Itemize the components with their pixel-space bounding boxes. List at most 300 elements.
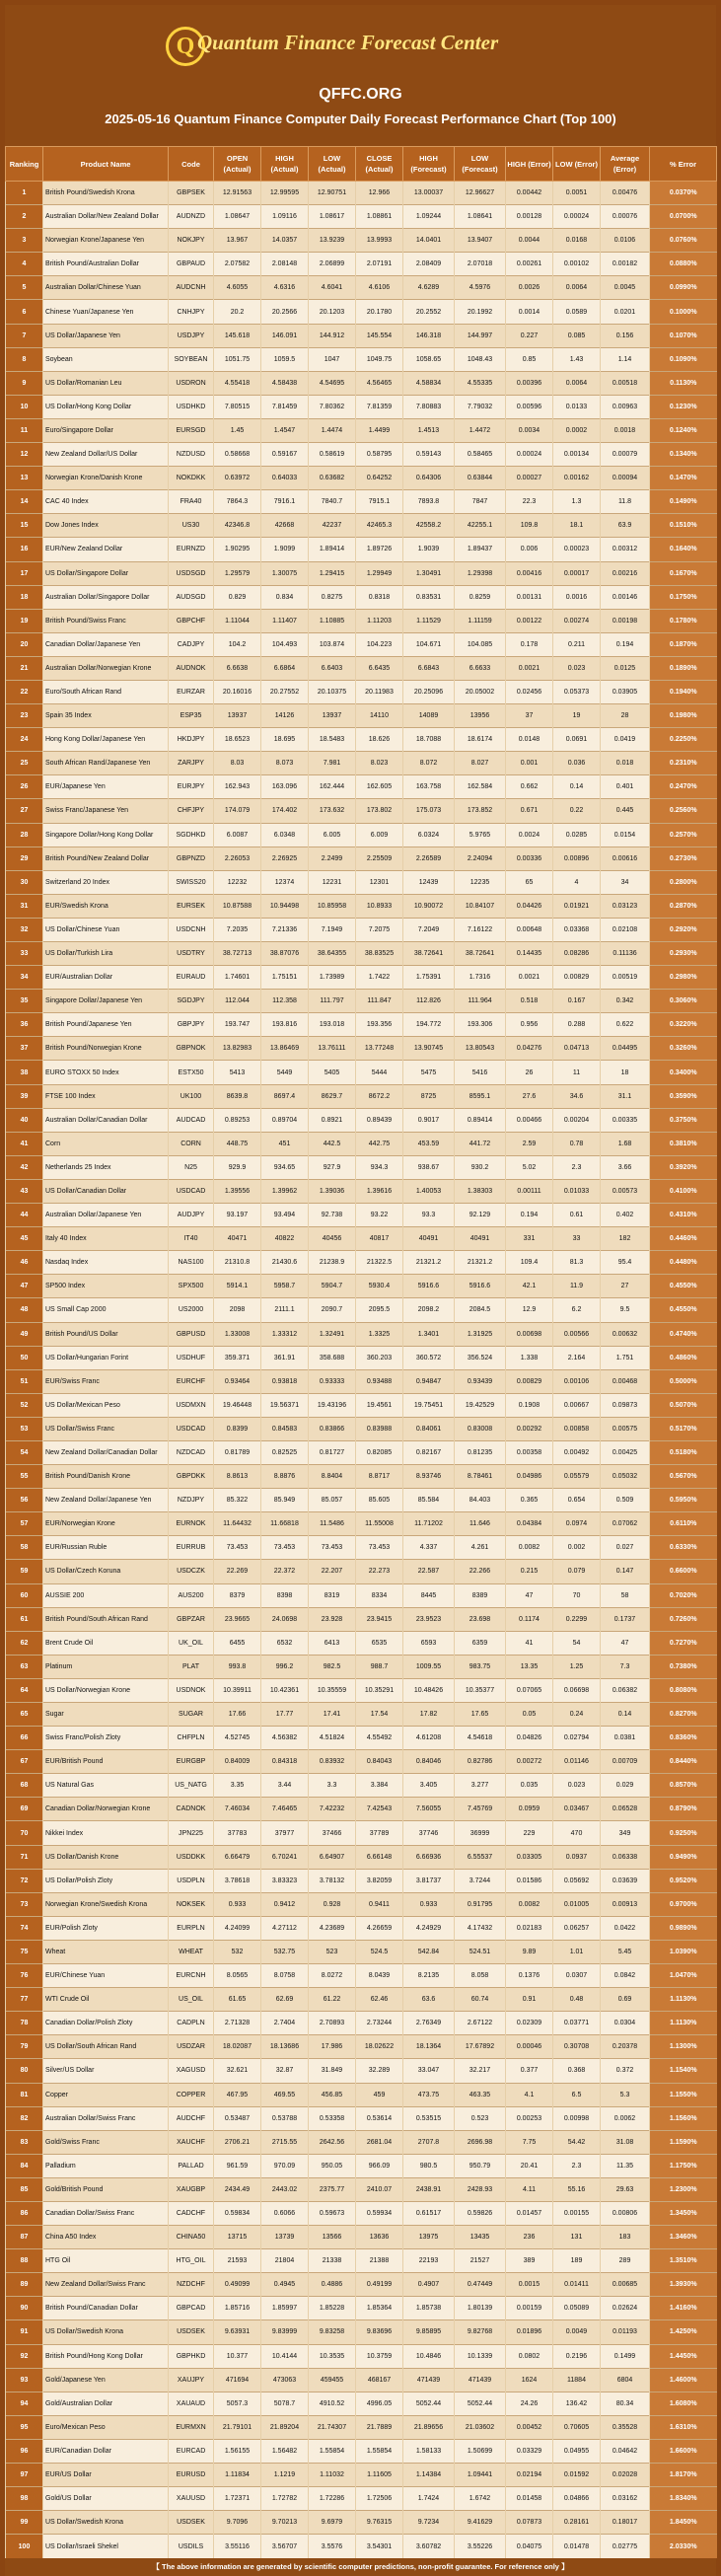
product-name-cell: Silver/US Dollar bbox=[43, 2059, 169, 2083]
code-cell: COPPER bbox=[169, 2083, 214, 2106]
product-name-cell: Corn bbox=[43, 1132, 169, 1155]
high-error-cell: 0.00698 bbox=[506, 1322, 553, 1346]
product-name-cell: Australian Dollar/Swiss Franc bbox=[43, 2106, 169, 2130]
average-error-cell: 0.027 bbox=[601, 1536, 650, 1560]
high-error-cell: 0.04426 bbox=[506, 894, 553, 918]
high-actual-cell: 20.2566 bbox=[261, 300, 309, 324]
high-forecast-cell: 1.40053 bbox=[403, 1179, 455, 1203]
product-name-cell: US Dollar/Norwegian Krone bbox=[43, 1678, 169, 1702]
average-error-cell: 0.00519 bbox=[601, 966, 650, 990]
high-actual-cell: 934.65 bbox=[261, 1155, 309, 1179]
table-row bbox=[6, 1251, 717, 1275]
ranking-cell: 95 bbox=[6, 2415, 43, 2439]
percent-error-cell: 0.6330% bbox=[650, 1536, 717, 1560]
high-error-cell: 0.00292 bbox=[506, 1417, 553, 1440]
table-row bbox=[6, 704, 717, 728]
average-error-cell: 0.00198 bbox=[601, 609, 650, 632]
high-error-cell: 0.00452 bbox=[506, 2415, 553, 2439]
close-actual-cell: 6.009 bbox=[356, 823, 403, 846]
high-error-cell: 0.00272 bbox=[506, 1750, 553, 1774]
high-actual-cell: 12.99595 bbox=[261, 182, 309, 205]
percent-error-cell: 0.1640% bbox=[650, 538, 717, 561]
open-actual-cell: 19.46448 bbox=[214, 1393, 261, 1417]
high-error-cell: 0.0082 bbox=[506, 1892, 553, 1916]
open-actual-cell: 73.453 bbox=[214, 1536, 261, 1560]
code-cell: USDMXN bbox=[169, 1393, 214, 1417]
product-name-cell: SP500 Index bbox=[43, 1275, 169, 1298]
high-actual-cell: 85.949 bbox=[261, 1489, 309, 1512]
average-error-cell: 0.00216 bbox=[601, 561, 650, 585]
percent-error-cell: 1.3450% bbox=[650, 2201, 717, 2225]
high-error-cell: 0.00358 bbox=[506, 1440, 553, 1464]
close-actual-cell: 3.54301 bbox=[356, 2535, 403, 2558]
high-forecast-cell: 4.24929 bbox=[403, 1916, 455, 1940]
ranking-cell: 97 bbox=[6, 2464, 43, 2487]
product-name-cell: Italy 40 Index bbox=[43, 1227, 169, 1251]
low-forecast-cell: 0.63844 bbox=[455, 467, 506, 490]
ranking-cell: 57 bbox=[6, 1512, 43, 1536]
low-actual-cell: 2090.7 bbox=[309, 1298, 356, 1322]
table-row bbox=[6, 846, 717, 870]
low-actual-cell: 7.80362 bbox=[309, 395, 356, 418]
code-cell: IT40 bbox=[169, 1227, 214, 1251]
low-forecast-cell: 42255.1 bbox=[455, 514, 506, 538]
low-actual-cell: 12231 bbox=[309, 870, 356, 894]
close-actual-cell: 1.08861 bbox=[356, 205, 403, 229]
percent-error-cell: 1.8170% bbox=[650, 2464, 717, 2487]
percent-error-cell: 0.1510% bbox=[650, 514, 717, 538]
high-error-cell: 0.01458 bbox=[506, 2487, 553, 2511]
table-row bbox=[6, 1988, 717, 2012]
open-actual-cell: 21.79101 bbox=[214, 2415, 261, 2439]
code-cell: NOKJPY bbox=[169, 229, 214, 253]
high-actual-cell: 3.83323 bbox=[261, 1869, 309, 1892]
ranking-cell: 92 bbox=[6, 2344, 43, 2368]
open-actual-cell: 17.66 bbox=[214, 1703, 261, 1727]
high-forecast-cell: 2438.91 bbox=[403, 2177, 455, 2201]
low-forecast-cell: 36999 bbox=[455, 1821, 506, 1845]
high-error-cell: 0.00829 bbox=[506, 1369, 553, 1393]
high-error-cell: 0.01586 bbox=[506, 1869, 553, 1892]
open-actual-cell: 23.9665 bbox=[214, 1607, 261, 1631]
table-row bbox=[6, 1750, 717, 1774]
average-error-cell: 7.3 bbox=[601, 1655, 650, 1678]
low-error-cell: 0.0002 bbox=[553, 418, 601, 442]
product-name-cell: US Dollar/South African Rand bbox=[43, 2035, 169, 2059]
average-error-cell: 0.06338 bbox=[601, 1845, 650, 1869]
low-error-cell: 55.16 bbox=[553, 2177, 601, 2201]
percent-error-cell: 0.7260% bbox=[650, 1607, 717, 1631]
code-cell: EURJPY bbox=[169, 775, 214, 799]
product-name-cell: US Dollar/Singapore Dollar bbox=[43, 561, 169, 585]
low-actual-cell: 10.85958 bbox=[309, 894, 356, 918]
percent-error-cell: 0.6600% bbox=[650, 1560, 717, 1583]
low-error-cell: 0.0049 bbox=[553, 2320, 601, 2344]
low-error-cell: 0.0691 bbox=[553, 728, 601, 752]
code-cell: USDCZK bbox=[169, 1560, 214, 1583]
high-actual-cell: 8.8876 bbox=[261, 1465, 309, 1489]
high-error-cell: 0.956 bbox=[506, 1013, 553, 1037]
average-error-cell: 0.35528 bbox=[601, 2415, 650, 2439]
low-actual-cell: 13.76111 bbox=[309, 1037, 356, 1061]
product-name-cell: Canadian Dollar/Japanese Yen bbox=[43, 632, 169, 656]
average-error-cell: 80.34 bbox=[601, 2392, 650, 2415]
table-row bbox=[6, 1108, 717, 1132]
ranking-cell: 85 bbox=[6, 2177, 43, 2201]
column-header: CLOSE (Actual) bbox=[356, 147, 403, 182]
code-cell: GBPDKK bbox=[169, 1465, 214, 1489]
low-actual-cell: 18.5483 bbox=[309, 728, 356, 752]
product-name-cell: British Pound/Swedish Krona bbox=[43, 182, 169, 205]
percent-error-cell: 0.1240% bbox=[650, 418, 717, 442]
low-error-cell: 0.00204 bbox=[553, 1108, 601, 1132]
high-forecast-cell: 175.073 bbox=[403, 799, 455, 823]
average-error-cell: 0.01193 bbox=[601, 2320, 650, 2344]
code-cell: HTG_OIL bbox=[169, 2249, 214, 2273]
open-actual-cell: 3.35 bbox=[214, 1774, 261, 1798]
high-forecast-cell: 10.90072 bbox=[403, 894, 455, 918]
column-header: Ranking bbox=[6, 147, 43, 182]
ranking-cell: 96 bbox=[6, 2439, 43, 2463]
close-actual-cell: 1.7422 bbox=[356, 966, 403, 990]
code-cell: CADPLN bbox=[169, 2012, 214, 2035]
open-actual-cell: 359.371 bbox=[214, 1346, 261, 1369]
low-forecast-cell: 3.55226 bbox=[455, 2535, 506, 2558]
product-name-cell: FTSE 100 Index bbox=[43, 1084, 169, 1108]
high-actual-cell: 0.84318 bbox=[261, 1750, 309, 1774]
percent-error-cell: 1.2300% bbox=[650, 2177, 717, 2201]
low-actual-cell: 13566 bbox=[309, 2226, 356, 2249]
high-actual-cell: 1.09116 bbox=[261, 205, 309, 229]
low-forecast-cell: 9.82768 bbox=[455, 2320, 506, 2344]
table-row bbox=[6, 443, 717, 467]
high-actual-cell: 361.91 bbox=[261, 1346, 309, 1369]
table-row bbox=[6, 894, 717, 918]
close-actual-cell: 459 bbox=[356, 2083, 403, 2106]
low-error-cell: 54 bbox=[553, 1631, 601, 1655]
low-actual-cell: 13937 bbox=[309, 704, 356, 728]
low-actual-cell: 23.928 bbox=[309, 1607, 356, 1631]
product-name-cell: New Zealand Dollar/Canadian Dollar bbox=[43, 1440, 169, 1464]
product-name-cell: US Dollar/Mexican Peso bbox=[43, 1393, 169, 1417]
low-forecast-cell: 0.81235 bbox=[455, 1440, 506, 1464]
low-forecast-cell: 10.1339 bbox=[455, 2344, 506, 2368]
high-actual-cell: 19.56371 bbox=[261, 1393, 309, 1417]
product-name-cell: US Dollar/Danish Krone bbox=[43, 1845, 169, 1869]
table-row bbox=[6, 253, 717, 276]
ranking-cell: 36 bbox=[6, 1013, 43, 1037]
open-actual-cell: 6.66479 bbox=[214, 1845, 261, 1869]
high-actual-cell: 7.46465 bbox=[261, 1798, 309, 1821]
open-actual-cell: 13715 bbox=[214, 2226, 261, 2249]
code-cell: NZDJPY bbox=[169, 1489, 214, 1512]
high-forecast-cell: 22.587 bbox=[403, 1560, 455, 1583]
low-actual-cell: 9.6979 bbox=[309, 2511, 356, 2535]
low-forecast-cell: 8389 bbox=[455, 1583, 506, 1607]
ranking-cell: 43 bbox=[6, 1179, 43, 1203]
low-actual-cell: 10.35559 bbox=[309, 1678, 356, 1702]
high-error-cell: 0.194 bbox=[506, 1204, 553, 1227]
high-forecast-cell: 1.85738 bbox=[403, 2297, 455, 2320]
low-actual-cell: 3.78132 bbox=[309, 1869, 356, 1892]
high-error-cell: 0.04075 bbox=[506, 2535, 553, 2558]
ranking-cell: 26 bbox=[6, 775, 43, 799]
close-actual-cell: 17.54 bbox=[356, 1703, 403, 1727]
code-cell: CORN bbox=[169, 1132, 214, 1155]
low-error-cell: 0.00106 bbox=[553, 1369, 601, 1393]
code-cell: PALLAD bbox=[169, 2154, 214, 2177]
close-actual-cell: 2095.5 bbox=[356, 1298, 403, 1322]
code-cell: SGDJPY bbox=[169, 990, 214, 1013]
percent-error-cell: 1.4160% bbox=[650, 2297, 717, 2320]
low-actual-cell: 7840.7 bbox=[309, 490, 356, 514]
close-actual-cell: 73.453 bbox=[356, 1536, 403, 1560]
code-cell: AUDCHF bbox=[169, 2106, 214, 2130]
open-actual-cell: 1.56155 bbox=[214, 2439, 261, 2463]
high-error-cell: 0.1376 bbox=[506, 1964, 553, 1988]
ranking-cell: 24 bbox=[6, 728, 43, 752]
low-forecast-cell: 84.403 bbox=[455, 1489, 506, 1512]
high-error-cell: 0.00111 bbox=[506, 1179, 553, 1203]
low-actual-cell: 162.444 bbox=[309, 775, 356, 799]
low-error-cell: 0.05089 bbox=[553, 2297, 601, 2320]
high-actual-cell: 2715.55 bbox=[261, 2130, 309, 2154]
ranking-cell: 8 bbox=[6, 347, 43, 371]
low-actual-cell: 173.632 bbox=[309, 799, 356, 823]
low-error-cell: 0.2299 bbox=[553, 1607, 601, 1631]
average-error-cell: 0.00806 bbox=[601, 2201, 650, 2225]
high-forecast-cell: 4.58834 bbox=[403, 371, 455, 395]
table-row bbox=[6, 870, 717, 894]
ranking-cell: 63 bbox=[6, 1655, 43, 1678]
low-actual-cell: 103.874 bbox=[309, 632, 356, 656]
low-actual-cell: 1.55854 bbox=[309, 2439, 356, 2463]
low-actual-cell: 8.0272 bbox=[309, 1964, 356, 1988]
code-cell: AUDJPY bbox=[169, 1204, 214, 1227]
code-cell: CADJPY bbox=[169, 632, 214, 656]
ranking-cell: 3 bbox=[6, 229, 43, 253]
column-header: % Error bbox=[650, 147, 717, 182]
table-row bbox=[6, 1489, 717, 1512]
open-actual-cell: 993.8 bbox=[214, 1655, 261, 1678]
high-actual-cell: 3.56707 bbox=[261, 2535, 309, 2558]
percent-error-cell: 0.5070% bbox=[650, 1393, 717, 1417]
average-error-cell: 9.5 bbox=[601, 1298, 650, 1322]
table-row bbox=[6, 1560, 717, 1583]
ranking-cell: 71 bbox=[6, 1845, 43, 1869]
table-row bbox=[6, 276, 717, 300]
close-actual-cell: 20.11983 bbox=[356, 680, 403, 703]
code-cell: XAUUSD bbox=[169, 2487, 214, 2511]
code-cell: GBPUSD bbox=[169, 1322, 214, 1346]
product-name-cell: New Zealand Dollar/Swiss Franc bbox=[43, 2273, 169, 2297]
low-error-cell: 0.61 bbox=[553, 1204, 601, 1227]
low-forecast-cell: 0.523 bbox=[455, 2106, 506, 2130]
open-actual-cell: 1.90295 bbox=[214, 538, 261, 561]
close-actual-cell: 0.58795 bbox=[356, 443, 403, 467]
low-error-cell: 0.0133 bbox=[553, 395, 601, 418]
high-error-cell: 0.0802 bbox=[506, 2344, 553, 2368]
low-error-cell: 6.5 bbox=[553, 2083, 601, 2106]
table-row bbox=[6, 1037, 717, 1061]
close-actual-cell: 173.802 bbox=[356, 799, 403, 823]
average-error-cell: 0.00575 bbox=[601, 1417, 650, 1440]
low-forecast-cell: 17.67892 bbox=[455, 2035, 506, 2059]
table-row bbox=[6, 490, 717, 514]
product-name-cell: Norwegian Krone/Swedish Krona bbox=[43, 1892, 169, 1916]
high-forecast-cell: 4.6289 bbox=[403, 276, 455, 300]
high-error-cell: 0.03305 bbox=[506, 1845, 553, 1869]
percent-error-cell: 1.3930% bbox=[650, 2273, 717, 2297]
average-error-cell: 0.04642 bbox=[601, 2439, 650, 2463]
percent-error-cell: 0.0370% bbox=[650, 182, 717, 205]
high-error-cell: 27.6 bbox=[506, 1084, 553, 1108]
ranking-cell: 28 bbox=[6, 823, 43, 846]
open-actual-cell: 1.33008 bbox=[214, 1322, 261, 1346]
table-row bbox=[6, 2344, 717, 2368]
close-actual-cell: 4996.05 bbox=[356, 2392, 403, 2415]
high-forecast-cell: 13975 bbox=[403, 2226, 455, 2249]
product-name-cell: Netherlands 25 Index bbox=[43, 1155, 169, 1179]
low-forecast-cell: 4.17432 bbox=[455, 1916, 506, 1940]
high-forecast-cell: 980.5 bbox=[403, 2154, 455, 2177]
low-forecast-cell: 1048.43 bbox=[455, 347, 506, 371]
low-forecast-cell: 2.07018 bbox=[455, 253, 506, 276]
average-error-cell: 0.0154 bbox=[601, 823, 650, 846]
high-forecast-cell: 0.84061 bbox=[403, 1417, 455, 1440]
code-cell: USDZAR bbox=[169, 2035, 214, 2059]
low-forecast-cell: 5.9765 bbox=[455, 823, 506, 846]
low-error-cell: 0.04955 bbox=[553, 2439, 601, 2463]
product-name-cell: Australian Dollar/Japanese Yen bbox=[43, 1204, 169, 1227]
low-actual-cell: 6.005 bbox=[309, 823, 356, 846]
high-actual-cell: 1059.5 bbox=[261, 347, 309, 371]
product-name-cell: Hong Kong Dollar/Japanese Yen bbox=[43, 728, 169, 752]
ranking-cell: 69 bbox=[6, 1798, 43, 1821]
product-name-cell: US Dollar/Japanese Yen bbox=[43, 324, 169, 347]
high-forecast-cell: 14.0401 bbox=[403, 229, 455, 253]
product-name-cell: Dow Jones Index bbox=[43, 514, 169, 538]
low-actual-cell: 0.81727 bbox=[309, 1440, 356, 1464]
high-forecast-cell: 0.53515 bbox=[403, 2106, 455, 2130]
ranking-cell: 40 bbox=[6, 1108, 43, 1132]
low-actual-cell: 40456 bbox=[309, 1227, 356, 1251]
close-actual-cell: 1.55854 bbox=[356, 2439, 403, 2463]
open-actual-cell: 38.72713 bbox=[214, 942, 261, 966]
high-actual-cell: 11.66818 bbox=[261, 1512, 309, 1536]
average-error-cell: 0.06382 bbox=[601, 1678, 650, 1702]
low-error-cell: 19 bbox=[553, 704, 601, 728]
close-actual-cell: 38.83525 bbox=[356, 942, 403, 966]
low-error-cell: 0.14 bbox=[553, 775, 601, 799]
close-actual-cell: 93.22 bbox=[356, 1204, 403, 1227]
open-actual-cell: 6.6638 bbox=[214, 656, 261, 680]
low-actual-cell: 0.93333 bbox=[309, 1369, 356, 1393]
high-actual-cell: 8.073 bbox=[261, 752, 309, 775]
high-actual-cell: 4.27112 bbox=[261, 1916, 309, 1940]
low-error-cell: 0.00566 bbox=[553, 1322, 601, 1346]
high-error-cell: 0.91 bbox=[506, 1988, 553, 2012]
high-error-cell: 0.00416 bbox=[506, 561, 553, 585]
table-row bbox=[6, 1727, 717, 1750]
ranking-cell: 53 bbox=[6, 1417, 43, 1440]
table-row bbox=[6, 538, 717, 561]
average-error-cell: 18 bbox=[601, 1061, 650, 1084]
high-forecast-cell: 6.0324 bbox=[403, 823, 455, 846]
low-forecast-cell: 10.35377 bbox=[455, 1678, 506, 1702]
table-row bbox=[6, 2059, 717, 2083]
percent-error-cell: 0.8080% bbox=[650, 1678, 717, 1702]
table-row bbox=[6, 2320, 717, 2344]
column-header: Code bbox=[169, 147, 214, 182]
high-forecast-cell: 63.6 bbox=[403, 1988, 455, 2012]
low-error-cell: 2.164 bbox=[553, 1346, 601, 1369]
product-name-cell: Euro/Mexican Peso bbox=[43, 2415, 169, 2439]
open-actual-cell: 20.2 bbox=[214, 300, 261, 324]
low-actual-cell: 13.9239 bbox=[309, 229, 356, 253]
average-error-cell: 0.03639 bbox=[601, 1869, 650, 1892]
high-error-cell: 12.9 bbox=[506, 1298, 553, 1322]
open-actual-cell: 20.16016 bbox=[214, 680, 261, 703]
high-actual-cell: 18.695 bbox=[261, 728, 309, 752]
code-cell: USDHUF bbox=[169, 1346, 214, 1369]
low-forecast-cell: 930.2 bbox=[455, 1155, 506, 1179]
high-actual-cell: 8697.4 bbox=[261, 1084, 309, 1108]
percent-error-cell: 0.6110% bbox=[650, 1512, 717, 1536]
percent-error-cell: 1.6310% bbox=[650, 2415, 717, 2439]
average-error-cell: 0.0201 bbox=[601, 300, 650, 324]
high-error-cell: 0.00648 bbox=[506, 918, 553, 941]
high-forecast-cell: 542.84 bbox=[403, 1940, 455, 1963]
high-forecast-cell: 21321.2 bbox=[403, 1251, 455, 1275]
percent-error-cell: 0.1940% bbox=[650, 680, 717, 703]
code-cell: USDSGD bbox=[169, 561, 214, 585]
table-row bbox=[6, 966, 717, 990]
product-name-cell: Singapore Dollar/Hong Kong Dollar bbox=[43, 823, 169, 846]
low-actual-cell: 10.3535 bbox=[309, 2344, 356, 2368]
low-actual-cell: 1.39036 bbox=[309, 1179, 356, 1203]
low-forecast-cell: 12235 bbox=[455, 870, 506, 894]
average-error-cell: 0.20378 bbox=[601, 2035, 650, 2059]
table-row bbox=[6, 2012, 717, 2035]
low-forecast-cell: 92.129 bbox=[455, 1204, 506, 1227]
low-forecast-cell: 8595.1 bbox=[455, 1084, 506, 1108]
high-error-cell: 0.00442 bbox=[506, 182, 553, 205]
average-error-cell: 0.00963 bbox=[601, 395, 650, 418]
product-name-cell: British Pound/Australian Dollar bbox=[43, 253, 169, 276]
low-forecast-cell: 4.5976 bbox=[455, 276, 506, 300]
open-actual-cell: 18.02087 bbox=[214, 2035, 261, 2059]
product-name-cell: Palladium bbox=[43, 2154, 169, 2177]
product-name-cell: Euro/Singapore Dollar bbox=[43, 418, 169, 442]
average-error-cell: 0.09873 bbox=[601, 1393, 650, 1417]
high-actual-cell: 7.81459 bbox=[261, 395, 309, 418]
close-actual-cell: 111.847 bbox=[356, 990, 403, 1013]
high-forecast-cell: 0.933 bbox=[403, 1892, 455, 1916]
high-error-cell: 0.03329 bbox=[506, 2439, 553, 2463]
open-actual-cell: 1.85716 bbox=[214, 2297, 261, 2320]
high-forecast-cell: 13.90745 bbox=[403, 1037, 455, 1061]
high-forecast-cell: 37746 bbox=[403, 1821, 455, 1845]
high-actual-cell: 14126 bbox=[261, 704, 309, 728]
low-forecast-cell: 1.6742 bbox=[455, 2487, 506, 2511]
ranking-cell: 67 bbox=[6, 1750, 43, 1774]
website-label[interactable]: QFFC.ORG bbox=[319, 86, 402, 103]
percent-error-cell: 0.1000% bbox=[650, 300, 717, 324]
average-error-cell: 0.03123 bbox=[601, 894, 650, 918]
close-actual-cell: 6.66148 bbox=[356, 1845, 403, 1869]
open-actual-cell: 4.55418 bbox=[214, 371, 261, 395]
